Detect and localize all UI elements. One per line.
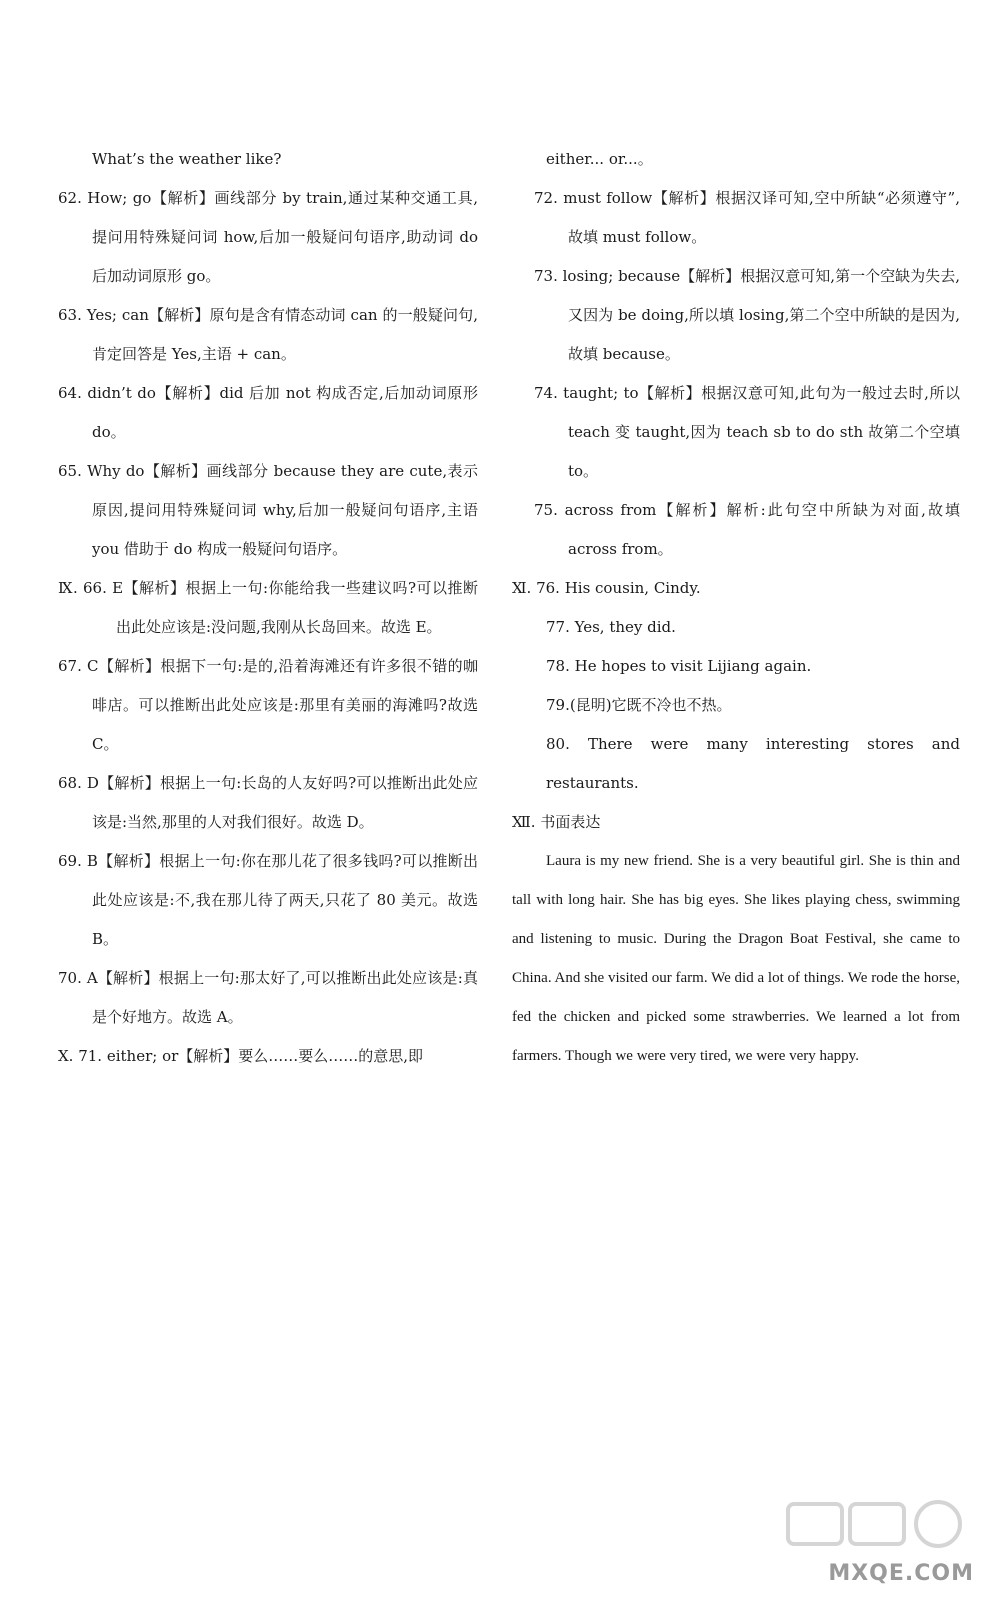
right-answer-item: either... or...。 bbox=[546, 150, 653, 168]
left-answer-item: 70. A【解析】根据上一句:那太好了,可以推断出此处应该是:真是个好地方。故选 A。 bbox=[58, 969, 478, 1026]
right-answer-item: 74. taught; to【解析】根据汉意可知,此句为一般过去时,所以 teach 变 taught,因为 teach sb to do sth 故第二个空填 to。 bbox=[534, 384, 960, 480]
right-answer-item: 72. must follow【解析】根据汉译可知,空中所缺“必须遵守”,故填 must follow。 bbox=[534, 189, 960, 246]
right-answer-item: 75. across from【解析】解析:此句空中所缺为对面,故填 across from。 bbox=[534, 501, 960, 558]
right-answer-item: Laura is my new friend. She is a very beautiful girl. She is thin and tall with long hair. She has big eyes. She likes playing chess, swimming and listening to music. During the Dragon Boat Festival, she came to China. And she visited our farm. We did a lot of things. We rode the horse, fed the chicken and picked some strawberries. We learned a lot from farmers. Though we were very tired, we were very happy. bbox=[512, 853, 960, 1064]
left-answer-item: 63. Yes; can【解析】原句是含有情态动词 can 的一般疑问句,肯定回答是 Yes,主语 + can。 bbox=[58, 306, 478, 363]
left-answer-item: 65. Why do【解析】画线部分 because they are cute,表示原因,提问用特殊疑问词 why,后加一般疑问句语序,主语 you 借助于 do 构成一般疑问句语序。 bbox=[58, 462, 478, 558]
right-answer-item: Ⅺ. 76. His cousin, Cindy. bbox=[512, 579, 701, 597]
right-answer-item: 78. He hopes to visit Lijiang again. bbox=[546, 657, 812, 675]
right-answer-item: 80. There were many interesting stores and restaurants. bbox=[546, 735, 960, 792]
right-answer-item: 73. losing; because【解析】根据汉意可知,第一个空缺为失去,又因为 be doing,所以填 losing,第二个空中所缺的是因为,故填 because。 bbox=[534, 267, 960, 363]
left-answer-item: 64. didn’t do【解析】did 后加 not 构成否定,后加动词原形 do。 bbox=[58, 384, 478, 441]
left-answer-item: 67. C【解析】根据下一句:是的,沿着海滩还有许多很不错的咖啡店。可以推断出此处应该是:那里有美丽的海滩吗?故选 C。 bbox=[58, 657, 478, 753]
left-answer-item: Ⅹ. 71. either; or【解析】要么……要么……的意思,即 bbox=[58, 1047, 424, 1065]
right-answer-item: Ⅻ. 书面表达 bbox=[512, 813, 601, 831]
left-answer-item: 62. How; go【解析】画线部分 by train,通过某种交通工具,提问用特殊疑问词 how,后加一般疑问句语序,助动词 do 后加动词原形 go。 bbox=[58, 189, 478, 285]
right-answer-item: 77. Yes, they did. bbox=[546, 618, 676, 636]
left-answer-item: What’s the weather like? bbox=[92, 150, 282, 168]
left-answer-item: Ⅸ. 66. E【解析】根据上一句:你能给我一些建议吗?可以推断出此处应该是:没问题,我刚从长岛回来。故选 E。 bbox=[58, 579, 478, 636]
watermark-text: MXQE.COM bbox=[828, 1561, 974, 1586]
left-column bbox=[58, 140, 478, 1076]
right-column bbox=[512, 140, 960, 1076]
left-answer-item: 68. D【解析】根据上一句:长岛的人友好吗?可以推断出此处应该是:当然,那里的人对我们很好。故选 D。 bbox=[58, 774, 478, 831]
right-answer-item: 79.(昆明)它既不冷也不热。 bbox=[546, 696, 732, 714]
left-answer-item: 69. B【解析】根据上一句:你在那儿花了很多钱吗?可以推断出此处应该是:不,我在那儿待了两天,只花了 80 美元。故选 B。 bbox=[58, 852, 478, 948]
